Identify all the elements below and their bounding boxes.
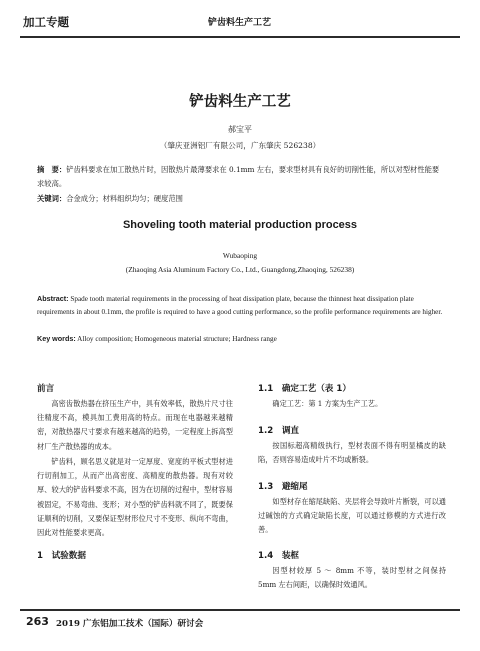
keywords-cn-text: 合金成分；材料组织均匀；硬度范围 [66,194,183,203]
paper-title-en: Shoveling tooth material production process [122,219,358,231]
author-en: Wubaoping [222,251,258,260]
section-1-2-heading: 1.2 调直 [258,426,300,436]
footer-divider [20,609,460,611]
section-1-1-text: 确定工艺：第 1 方案为生产工艺。 [272,399,383,408]
preface-heading: 前言 [37,384,55,394]
abstract-en [37,292,443,319]
section-1-4-heading: 1.4 装框 [258,551,300,561]
keywords-cn-label: 关键词： [37,194,67,203]
keywords-en-label: Key words: [37,334,76,343]
page-number: 263 [26,615,49,628]
affiliation-cn: （肇庆亚洲铝厂有限公司，广东肇庆 526238） [159,141,321,150]
section-1-3-heading: 1.3 避缩尾 [258,482,308,492]
header-running-title: 铲齿料生产工艺 [208,18,272,28]
keywords-en [37,332,443,346]
section-1-1-heading: 1.1 确定工艺（表 1） [258,384,351,394]
header-divider [20,36,460,38]
header-column-name: 加工专题 [23,15,69,29]
abstract-cn-label: 摘 要： [37,165,67,174]
preface-paragraph-2: 铲齿料，顾名思义就是对一定厚度、宽度的平板式型材进行切削加工，从而产出高密度、高精度的散热器。现有对较厚、较大的铲齿料要求不高，因为在切削的过程中，型材容易被固定，不易弯曲、变形；对小型的铲齿料就不同了，既要保证顺利的切削，又要保证型材形位尺寸不变形、纵向不弯曲，因此对性能要求更高。 [37,457,233,538]
section-1-2-text: 按国标超高精级执行，型材表面不得有明显橘皮的缺陷，否则容易造成叶片不均或断裂。 [258,441,446,465]
section-1-4-text: 因型材较厚 5 ～ 8mm 不等，装时型材之间保持 5mm 左右间距，以确保时效通风。 [258,566,446,590]
keywords-cn [37,192,443,206]
author-cn: 郝宝平 [228,125,252,134]
abstract-cn-text: 铲齿料要求在加工散热片时，因散热片最薄要求在 0.1mm 左右，要求型材具有良好的切削性能，所以对型材性能要求较高。 [37,165,440,188]
section-1-heading: 1 试验数据 [37,551,86,561]
affiliation-en: (Zhaoqing Asia Aluminum Factory Co., Ltd., Guangdong,Zhaoqing, 526238) [125,265,355,274]
abstract-cn [37,163,443,191]
abstract-en-text: Spade tooth material requirements in the processing of heat dissipation plate, because the thinnest heat dissipation plate requirements in about 0.1mm, the profile is required to have a good cutting performance, so the profile performance requirements are higher. [37,295,443,316]
paper-title-cn: 铲齿料生产工艺 [189,94,291,110]
keywords-en-text: Alloy composition; Homogeneous material structure; Hardness range [77,335,277,343]
preface-paragraph-1: 高密齿散热器在挤压生产中，具有效率低，散热片尺寸往往精度不高，模具加工费用高的特点。而现在电器越来越精密，对散热器尺寸要求有越来越高的趋势，一定程度上拆高型材厂生产散热器的成本。 [37,399,233,451]
footer-conference: 2019 广东铝加工技术（国际）研讨会 [56,619,204,629]
abstract-en-label: Abstract: [37,294,69,303]
section-1-3-text: 如型材存在缩尾缺陷、夹层将会导致叶片断裂，可以通过碱蚀的方式确定缺陷长度，可以通过修模的方式进行改善。 [258,497,446,535]
